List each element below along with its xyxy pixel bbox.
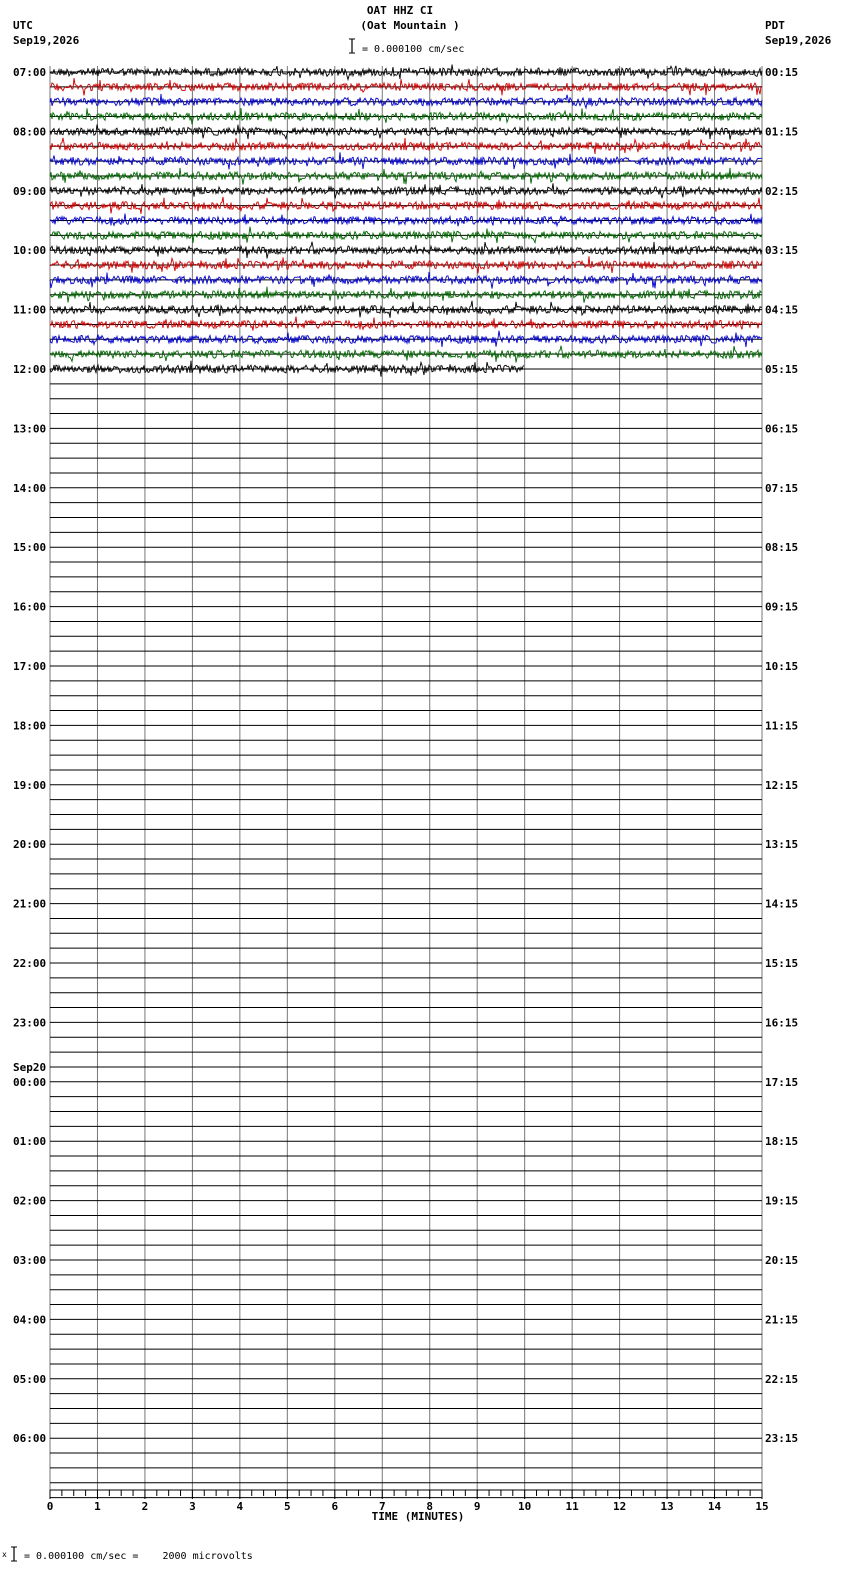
x-tick-label: 11 <box>565 1500 579 1513</box>
seismic-trace <box>50 125 762 140</box>
seismic-trace <box>50 94 762 108</box>
utc-hour-label: 11:00 <box>13 303 47 317</box>
right-date: Sep19,2026 <box>765 34 832 47</box>
utc-hour-label: 01:00 <box>13 1135 47 1149</box>
utc-hour-label: 23:00 <box>13 1016 47 1030</box>
footer-scale-icon <box>2 1547 17 1561</box>
utc-hour-label: 03:00 <box>13 1254 47 1267</box>
pdt-hour-label: 17:15 <box>765 1075 799 1089</box>
pdt-hour-label: 22:15 <box>765 1372 799 1386</box>
date-change-label: Sep20 <box>13 1060 47 1074</box>
x-tick-label: 10 <box>518 1500 532 1513</box>
right-timezone: PDT <box>765 19 785 32</box>
utc-hour-label: 17:00 <box>13 660 47 673</box>
pdt-hour-label: 09:15 <box>765 600 799 614</box>
seismic-trace <box>50 317 762 331</box>
pdt-hour-label: 00:15 <box>765 66 799 79</box>
footer-scale-text: = 0.000100 cm/sec = 2000 microvolts <box>24 1551 253 1562</box>
x-tick-label: 5 <box>284 1500 291 1513</box>
pdt-hour-label: 19:15 <box>765 1194 799 1208</box>
seismic-trace <box>50 214 762 227</box>
x-axis-title: TIME (MINUTES) <box>371 1510 465 1523</box>
pdt-hour-label: 06:15 <box>765 422 799 436</box>
utc-hour-label: 22:00 <box>13 957 47 970</box>
utc-hour-label: 16:00 <box>13 600 47 614</box>
pdt-hour-label: 05:15 <box>765 363 799 376</box>
x-tick-label: 13 <box>660 1500 674 1513</box>
station-title: OAT HHZ CI <box>366 4 434 17</box>
utc-hour-label: 19:00 <box>13 778 47 792</box>
pdt-hour-label: 20:15 <box>765 1254 799 1267</box>
x-tick-label: 2 <box>141 1500 149 1513</box>
utc-hour-label: 02:00 <box>13 1194 47 1208</box>
x-tick-label: 1 <box>94 1500 101 1513</box>
utc-hour-label: 12:00 <box>13 363 47 376</box>
x-tick-label: 7 <box>378 1500 386 1513</box>
scale-bar-icon <box>349 39 355 53</box>
pdt-hour-label: 16:15 <box>765 1016 799 1030</box>
x-tick-label: 3 <box>189 1500 196 1513</box>
pdt-hour-label: 11:15 <box>765 719 799 733</box>
utc-hour-label: 15:00 <box>13 541 47 555</box>
utc-hour-label: 14:00 <box>13 481 47 495</box>
x-tick-label: 12 <box>612 1500 627 1513</box>
left-date: Sep19,2026 <box>13 34 80 47</box>
pdt-hour-label: 18:15 <box>765 1135 799 1149</box>
pdt-hour-label: 08:15 <box>765 541 799 555</box>
utc-hour-label: 08:00 <box>13 125 47 139</box>
x-tick-label: 8 <box>426 1500 434 1513</box>
x-tick-label: 6 <box>331 1500 339 1513</box>
svg-text:x: x <box>2 1550 7 1559</box>
left-timezone: UTC <box>13 19 33 32</box>
x-tick-label: 9 <box>473 1500 481 1513</box>
pdt-hour-label: 07:15 <box>765 481 799 495</box>
pdt-hour-label: 15:15 <box>765 957 799 970</box>
x-tick-label: 4 <box>236 1500 244 1513</box>
pdt-hour-label: 04:15 <box>765 303 799 317</box>
utc-hour-label: 10:00 <box>13 244 47 258</box>
utc-hour-label: 07:00 <box>13 66 47 79</box>
pdt-hour-label: 21:15 <box>765 1313 799 1327</box>
utc-hour-label: 04:00 <box>13 1313 47 1327</box>
utc-hour-label: 05:00 <box>13 1372 47 1386</box>
pdt-hour-label: 10:15 <box>765 660 799 673</box>
pdt-hour-label: 02:15 <box>765 184 799 198</box>
utc-hour-label: 06:00 <box>13 1432 47 1446</box>
pdt-hour-label: 13:15 <box>765 838 799 852</box>
pdt-hour-label: 23:15 <box>765 1432 799 1446</box>
utc-hour-label: 00:00 <box>13 1075 47 1089</box>
x-tick-label: 15 <box>755 1500 769 1513</box>
utc-hour-label: 20:00 <box>13 838 47 852</box>
scale-label: = 0.000100 cm/sec <box>362 44 465 55</box>
pdt-hour-label: 03:15 <box>765 244 799 258</box>
pdt-hour-label: 14:15 <box>765 897 799 911</box>
utc-hour-label: 09:00 <box>13 184 47 198</box>
pdt-hour-label: 01:15 <box>765 125 799 139</box>
utc-hour-label: 21:00 <box>13 897 47 911</box>
x-tick-label: 0 <box>46 1500 54 1513</box>
utc-hour-label: 18:00 <box>13 719 47 733</box>
utc-hour-label: 13:00 <box>13 422 47 436</box>
x-tick-label: 14 <box>707 1500 722 1513</box>
pdt-hour-label: 12:15 <box>765 778 799 792</box>
station-location: (Oat Mountain ) <box>360 19 460 32</box>
